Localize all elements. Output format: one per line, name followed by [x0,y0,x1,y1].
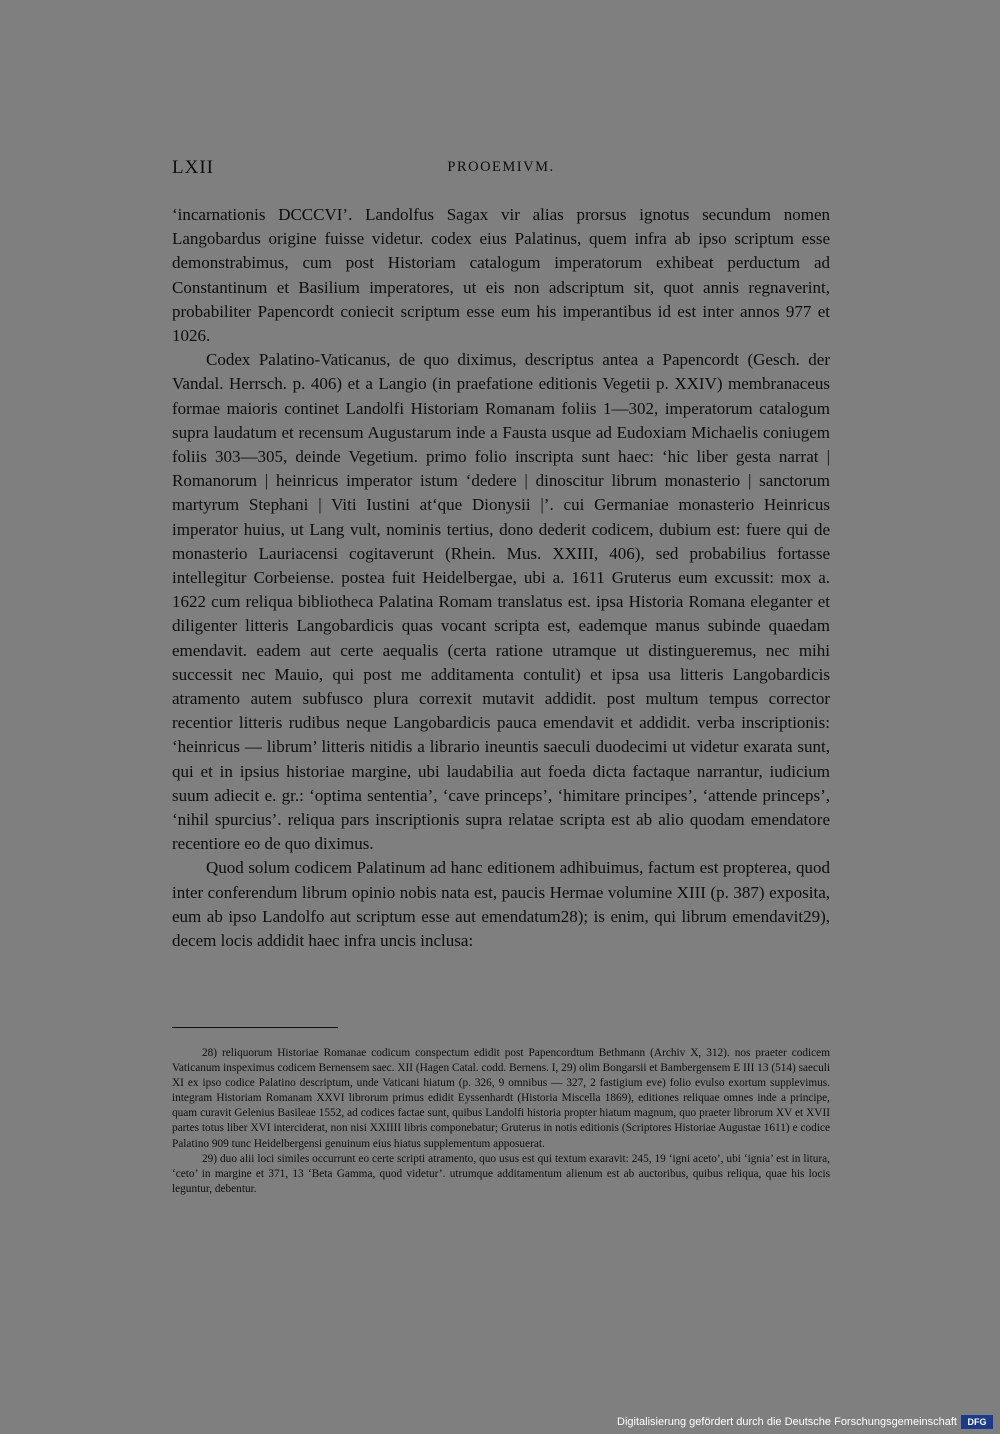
paragraph-2: Codex Palatino-Vaticanus, de quo diximus, descriptus antea a Papencordt (Gesch. der Vandal. Herrsch. p. 406) et a Langio (in praefatione editionis Vegetii p. XXIV) membranaceus formae maioris continet Landolfi Historiam Romanam foliis 1—302, imperatorum catalogum supra laudatum et recensum Augustarum inde a Fausta usque ad Eudoxiam Michaelis coniugem foliis 303—305, deinde Vegetium. primo folio inscripta sunt haec: ‘hic liber gesta narrat | Romanorum | heinricus imperator istum ‘dedere | dinoscitur librum monasterio | sanctorum martyrum Stephani | Viti Iustini at‘que Dionysii |’. cui Germaniae monasterio Heinricus imperator huius, ut Lang vult, nominis tertius, dono dederit codicem, dubium est: fuere qui de monasterio Lauriacensi cogitaverunt (Rhein. Mus. XXIII, 406), sed probabilius fortasse intellegitur Corbeiense. postea fuit Heidelbergae, ubi a. 1611 Gruterus eum excussit: mox a. 1622 cum reliqua bibliotheca Palatina Romam translatus est. ipsa Historia Romana eleganter et diligenter litteris Langobardicis quas vocant scripta est, eademque manus subinde quaedam emendavit. eadem aut certe aequalis (certa ratione utramque ut distingueremus, nec mihi successit nec Mauio, qui post me additamenta contulit) et ipsa usa litteris Langobardicis atramento autem subfusco plura correxit mutavit addidit. post multum tempus corrector recentior litteris rudibus neque Langobardicis pauca emendavit et addidit. verba inscriptionis: ‘heinricus — librum’ litteris nitidis a librario ineuntis saeculi duodecimi ut videtur exarata sunt, qui et in ipsius historiae margine, ubi laudabilia aut foeda dicta factaque narrantur, iudicium suum adiecit e. gr.: ‘optima sententia’, ‘cave princeps’, ‘himitare principes’, ‘attende princeps’, ‘nihil spurcius’. reliqua pars inscriptionis supra relatae scripta est ab alio quodam emendatore recentiore eo de quo diximus. [172,350,830,854]
paragraph-1: ‘incarnationis DCCCVI’. Landolfus Sagax vir alias prorsus ignotus secundum nomen Langobardus origine fuisse videtur. codex eius Palatinus, quem infra ab ipso scriptum esse demonstrabimus, cum post Historiam catalogum imperatorum exhibeat perductum ad Constantinum et Basilium imperatores, ut eis non adscriptum sit, quot annis regnaverint, probabiliter Papencordt coniecit scriptum esse eum his imperantibus id est inter annos 977 et 1026. [172,205,830,346]
footnotes [172,1046,830,1197]
footnote-29: 29) duo alii loci similes occurrunt eo certe scripti atramento, quo usus est qui textum exaravit: 245, 19 ‘igni aceto’, ubi ‘ignia’ est in litura, ‘ceto’ in margine et 371, 13 ‘Beta Gamma, quod videtur’. utrumque additamentum alienum est ab auctoribus, quibus reliqua, quae his locis leguntur, debentur. [172,1152,830,1195]
footnote-separator [172,1027,338,1028]
paragraph-3: Quod solum codicem Palatinum ad hanc editionem adhibuimus, factum est propterea, quod inter conferendum librum opinio nobis nata est, paucis Hermae volumine XIII (p. 387) exposita, eum ab ipso Landolfo aut scriptum esse aut emendatum28); is enim, qui librum emendavit29), decem locis addidit haec infra uncis inclusa: [172,858,830,951]
body-text [172,203,830,953]
page-header [172,157,830,187]
page-number: LXII [172,157,214,178]
running-head: PROOEMIVM. [447,159,555,175]
footer-credit: Digitalisierung gefördert durch die Deutsche Forschungsgemeinschaft [617,1416,957,1428]
digitization-footer [605,1414,995,1430]
footnote-28: 28) reliquorum Historiae Romanae codicum conspectum edidit post Papencordtum Bethmann (Archiv X, 312). nos praeter codicem Vaticanum inspeximus codicem Bernensem saec. XII (Hagen Catal. codd. Bernens. I, 29) olim Bongarsii et Bambergensem E III 13 (514) saeculi XI ex ipso codice Palatino descriptum, unde Vaticani hiatum (p. 326, 9 omnibus — 327, 2 fastigium eve) folio evulso exortum supplevimus. integram Historiam Romanam XXVI librorum primus edidit Eyssenhardt (Historia Miscella 1869), editiones reliquae omnes inde a principe, quam curavit Gelenius Basileae 1552, ad codices factae sunt, quibus Landolfi historia propter hiatum magnum, quo praeter librorum XV et XVII partes totus liber XVI interciderat, non nisi XXIIII libris componebatur; Gruterus in notis editionis (Scriptores Historiae Augustae 1611) e codice Palatino 909 tunc Heidelbergensi genuinum eius hiatus supplementum apposuerat. [172,1047,830,1150]
dfg-logo[interactable]: DFG [961,1415,993,1429]
